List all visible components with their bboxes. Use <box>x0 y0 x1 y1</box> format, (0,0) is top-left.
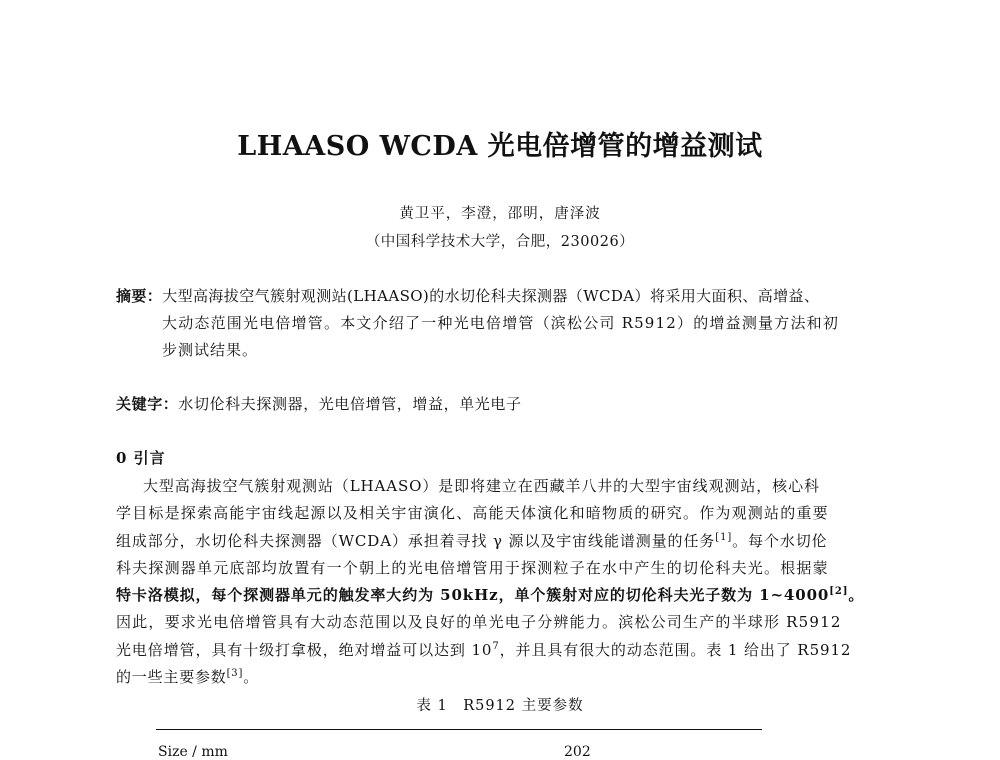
paragraph-line-8 <box>116 667 259 687</box>
abstract-line-3: 步测试结果。 <box>162 341 259 359</box>
section-title: 引言 <box>133 449 166 467</box>
paragraph-line-5-text: 特卡洛模拟，每个探测器单元的触发率大约为 50kHz，单个簇射对应的切伦科夫光子数为 1~4000 <box>116 586 830 604</box>
paragraph-line-3-text: 组成部分，水切伦科夫探测器（WCDA）承担着寻找 γ 源以及宇宙线能谱测量的任务 <box>116 532 716 550</box>
paragraph-line-5 <box>116 585 864 605</box>
paragraph-line-2: 学目标是探索高能宇宙线起源以及相关宇宙演化、高能天体演化和暗物质的研究。作为观测站的重要 <box>116 504 829 522</box>
paragraph-line-6: 因此，要求光电倍增管具有大动态范围以及良好的单光电子分辨能力。滨松公司生产的半球形 R5912 <box>116 613 842 631</box>
table-caption: 表 1 R5912 主要参数 <box>416 698 584 714</box>
table-cell-value: 202 <box>564 744 591 760</box>
page-title: LHAASO WCDA 光电倍增管的增益测试 <box>237 131 763 162</box>
keywords-text: 水切伦科夫探测器，光电倍增管，增益，单光电子 <box>178 395 522 413</box>
abstract-label: 摘要： <box>116 287 163 305</box>
citation-2: [2] <box>829 586 849 597</box>
abstract-line-1 <box>116 286 819 306</box>
table-cell-parameter: Size / mm <box>158 744 228 760</box>
keywords-line <box>116 394 522 414</box>
paragraph-line-1: 大型高海拔空气簇射观测站（LHAASO）是即将建立在西藏羊八井的大型宇宙线观测站，核心科 <box>143 477 820 495</box>
citation-1: [1] <box>715 532 733 543</box>
paragraph-line-7-end: ，并且具有很大的动态范围。表 1 给出了 R5912 <box>499 641 852 659</box>
paragraph-line-7-text: 光电倍增管，具有十级打拿极，绝对增益可以达到 10 <box>116 641 493 659</box>
abstract-line-2: 大动态范围光电倍增管。本文介绍了一种光电倍增管（滨松公司 R5912）的增益测量方法和初 <box>162 314 840 332</box>
paragraph-line-3-end: 。每个水切伦 <box>732 532 828 550</box>
affiliation: （中国科学技术大学，合肥，230026） <box>365 234 635 250</box>
paragraph-line-8-end: 。 <box>243 668 259 686</box>
paragraph-line-3 <box>116 531 828 551</box>
authors: 黄卫平，李澄，邵明，唐泽波 <box>399 206 601 222</box>
section-number: 0 <box>116 449 128 467</box>
paragraph-line-5-end: 。 <box>848 586 865 604</box>
keywords-label: 关键字： <box>116 395 179 413</box>
paragraph-line-4: 科夫探测器单元底部均放置有一个朝上的光电倍增管用于探测粒子在水中产生的切伦科夫光。根据蒙 <box>116 559 829 577</box>
section-heading <box>116 448 166 468</box>
citation-3: [3] <box>226 668 244 679</box>
table-top-rule <box>156 729 762 730</box>
paragraph-line-7 <box>116 640 851 660</box>
paragraph-line-8-text: 的一些主要参数 <box>116 668 227 686</box>
abstract-text-1: 大型高海拔空气簇射观测站(LHAASO)的水切伦科夫探测器（WCDA）将采用大面积、高增益、 <box>162 287 820 305</box>
gain-exponent: 7 <box>492 641 500 652</box>
